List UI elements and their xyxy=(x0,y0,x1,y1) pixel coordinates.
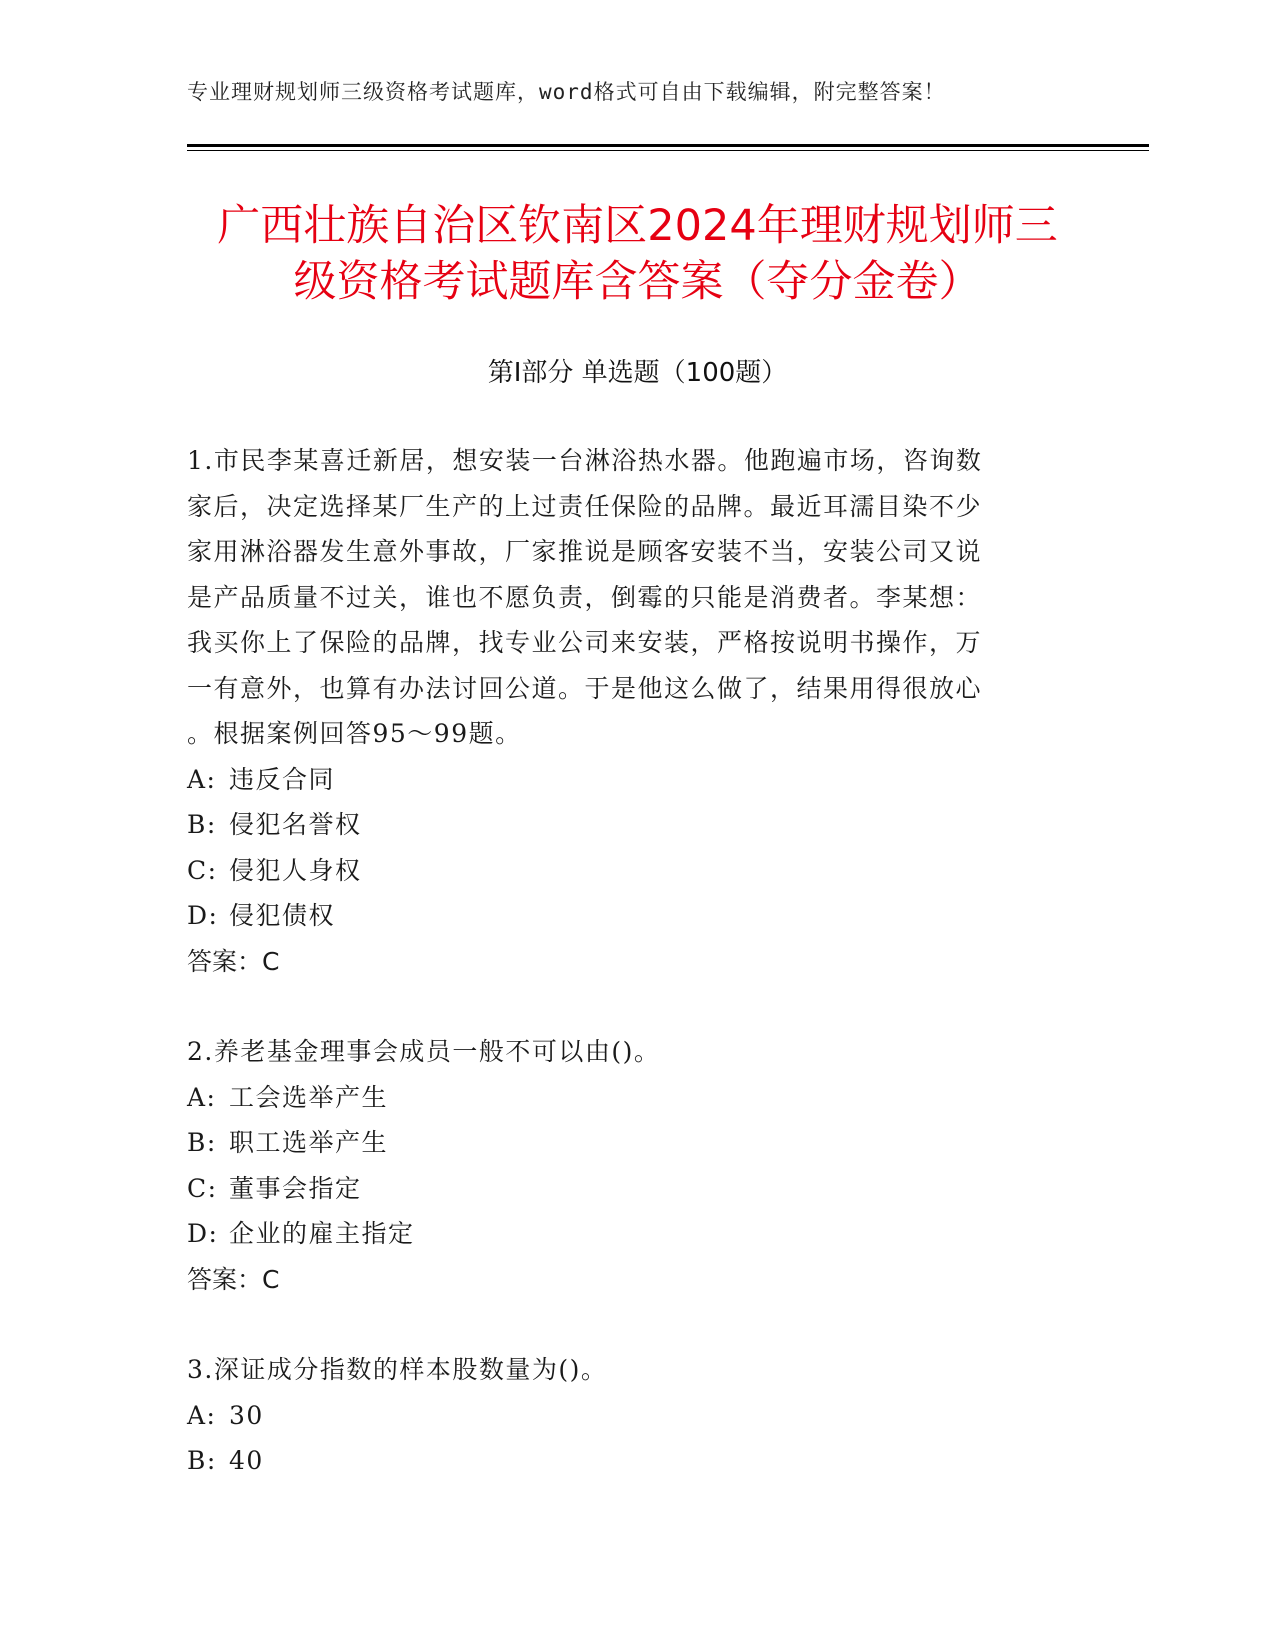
option-text: 工会选举产生 xyxy=(229,1082,389,1112)
option-key: C: xyxy=(187,855,218,885)
option-a xyxy=(187,1393,1067,1439)
option-text: 企业的雇主指定 xyxy=(229,1219,415,1248)
question-stem-line: 1.市民李某喜迁新居，想安装一台淋浴热水器。他跑遍市场，咨询数 xyxy=(187,446,983,475)
option-text: 侵犯人身权 xyxy=(229,855,362,885)
option-text: 侵犯名誉权 xyxy=(229,810,362,839)
option-c xyxy=(187,1166,1067,1212)
header-rule-thin xyxy=(187,150,1149,151)
option-a xyxy=(187,757,1067,803)
questions-list xyxy=(187,438,1067,1529)
option-text: 违反合同 xyxy=(229,764,336,794)
question-3 xyxy=(187,1347,1067,1484)
option-b xyxy=(187,1120,1067,1166)
answer-line: 答案：C xyxy=(187,946,280,976)
option-key: D: xyxy=(187,901,219,930)
option-text: 40 xyxy=(229,1446,264,1475)
option-d xyxy=(187,1211,1067,1257)
option-b xyxy=(187,802,1067,848)
question-stem-line: 是产品质量不过关，谁也不愿负责，倒霉的只能是消费者。李某想： xyxy=(187,582,983,612)
option-key: A: xyxy=(187,764,217,794)
option-text: 董事会指定 xyxy=(229,1173,362,1203)
option-key: B: xyxy=(187,1128,217,1157)
option-d xyxy=(187,893,1067,939)
question-stem-line: 。根据案例回答95～99题。 xyxy=(187,719,522,748)
option-key: A: xyxy=(187,1082,217,1112)
question-stem-line: 2.养老基金理事会成员一般不可以由()。 xyxy=(187,1037,661,1066)
page-header-text: 专业理财规划师三级资格考试题库，word格式可自由下载编辑，附完整答案！ xyxy=(187,80,946,104)
question-stem-line: 家后，决定选择某厂生产的上过责任保险的品牌。最近耳濡目染不少 xyxy=(187,491,983,521)
document-title-line-1: 广西壮族自治区钦南区2024年理财规划师三 xyxy=(217,201,1058,251)
question-stem-line: 家用淋浴器发生意外事故，厂家推说是顾客安装不当，安装公司又说 xyxy=(187,537,983,566)
option-c xyxy=(187,848,1067,894)
option-key: D: xyxy=(187,1219,219,1248)
option-text: 侵犯债权 xyxy=(229,901,336,930)
option-key: B: xyxy=(187,1446,217,1475)
option-a xyxy=(187,1075,1067,1121)
option-text: 职工选举产生 xyxy=(229,1128,389,1157)
question-stem-line: 我买你上了保险的品牌，找专业公司来安装，严格按说明书操作，万 xyxy=(187,628,983,657)
question-stem-line: 一有意外，也算有办法讨回公道。于是他这么做了，结果用得很放心 xyxy=(187,673,983,703)
option-key: A: xyxy=(187,1400,217,1430)
option-text: 30 xyxy=(229,1400,264,1430)
header-rule-thick xyxy=(187,144,1149,147)
question-2 xyxy=(187,1029,1067,1302)
question-1 xyxy=(187,438,1067,984)
option-key: C: xyxy=(187,1173,218,1203)
document-title xyxy=(150,198,1125,310)
question-stem-line: 3.深证成分指数的样本股数量为()。 xyxy=(187,1355,608,1384)
option-b xyxy=(187,1438,1067,1484)
answer-line: 答案：C xyxy=(187,1264,280,1294)
document-title-line-2: 级资格考试题库含答案（夺分金卷） xyxy=(293,257,982,307)
option-key: B: xyxy=(187,810,217,839)
section-heading: 第Ⅰ部分 单选题（100题） xyxy=(487,358,788,388)
